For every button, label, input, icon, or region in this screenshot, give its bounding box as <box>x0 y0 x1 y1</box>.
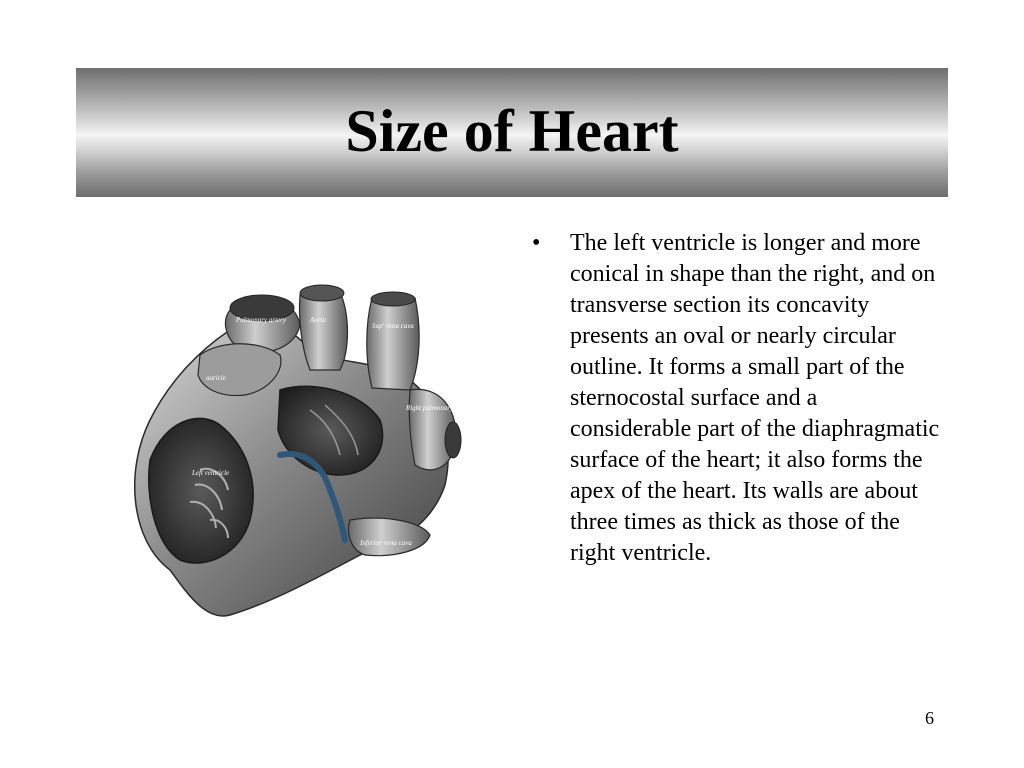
bullet-item <box>532 228 942 569</box>
label-superior-vena-cava: Sup' vena cava <box>372 322 414 330</box>
label-auricle: auricle <box>206 374 226 382</box>
aorta-vessel <box>299 292 347 370</box>
label-right-pulmonary-veins: Right pulmonary veins <box>406 404 470 412</box>
label-inferior-vena-cava: Inferior vena cava <box>360 539 412 547</box>
page-number: 6 <box>925 708 934 728</box>
label-aorta: Aorta <box>310 316 326 324</box>
bullet-list <box>532 228 942 569</box>
slide-title: Size of Heart <box>345 97 679 164</box>
title-bar <box>76 68 948 197</box>
bullet-text: The left ventricle is longer and more conical in shape than the right, and on transverse section its concavity presents an oval or nearly circular outline. It forms a small part of the sternocostal surface and a considerable part of the diaphragmatic surface of the heart; it also forms the apex of the heart. Its walls are about three times as thick as those of the right ventricle. <box>570 230 940 566</box>
heart-illustration <box>110 270 480 630</box>
label-left-ventricle: Left ventricle <box>192 469 230 477</box>
heart-drawing <box>110 270 480 630</box>
bullet-marker: • <box>532 230 541 256</box>
superior-vena-cava-vessel <box>367 298 419 390</box>
label-pulmonary-artery: Pulmonary artery <box>236 316 286 324</box>
